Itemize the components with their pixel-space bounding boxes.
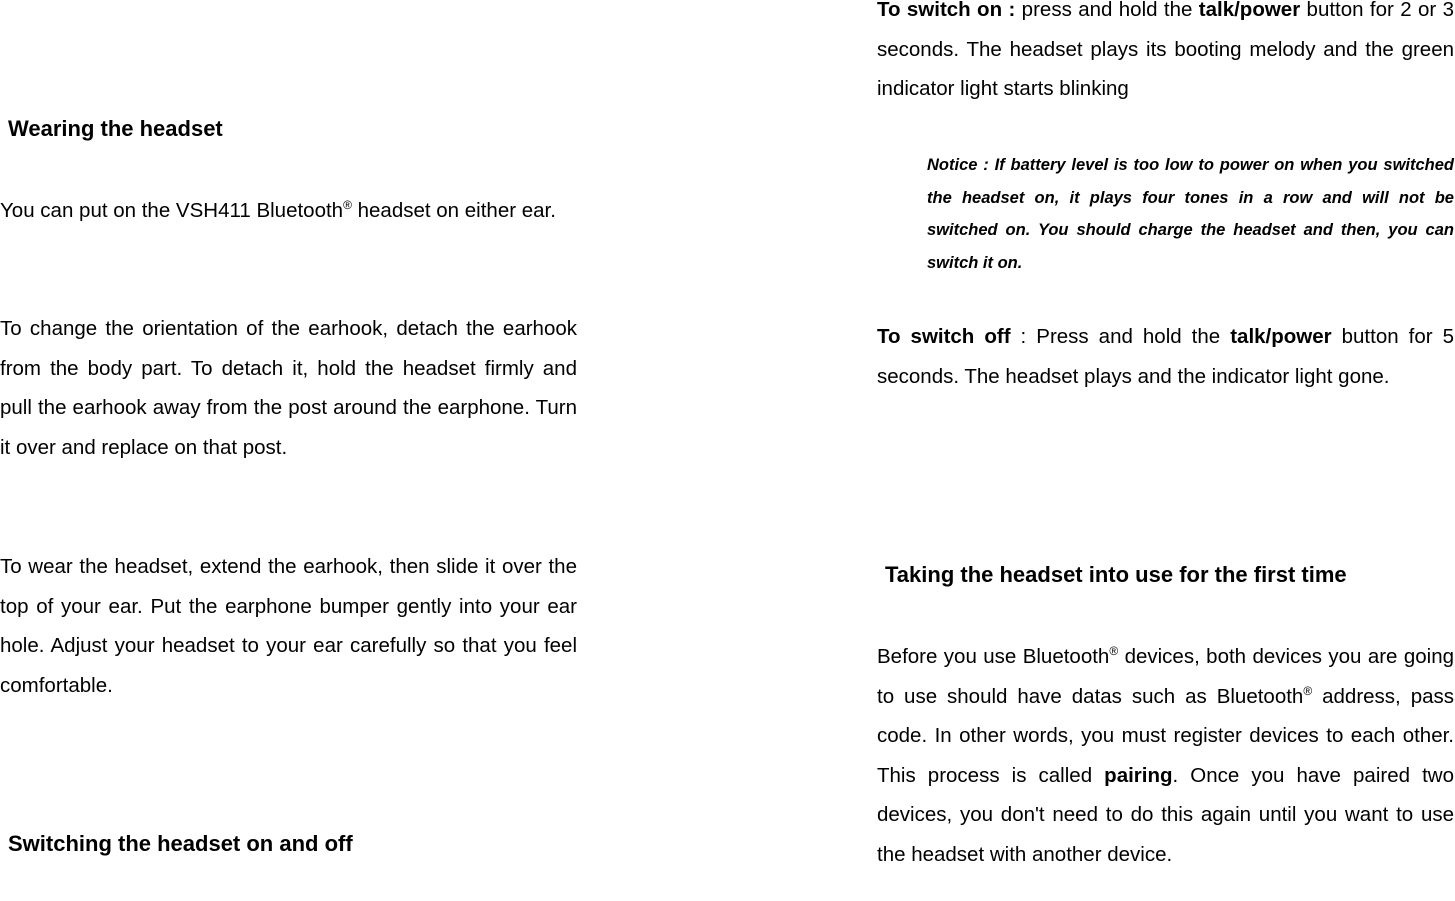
switch-off-text-b: button for 5 seconds. The headset plays and the indicator light gone. xyxy=(877,325,1454,388)
first-time-text-d: . Once you have paired two devices, you don't need to do this again until you want to use the headset with another device. xyxy=(877,763,1454,866)
registered-mark: ® xyxy=(1109,644,1119,658)
switch-on-button-name: talk/power xyxy=(1198,0,1301,21)
wearing-paragraph-2: To change the orientation of the earhook, detach the earhook from the body part. To detach it, hold the headset firmly and pull the earhook away from the post around the earphone. Turn it over and replace on that post. xyxy=(0,317,577,459)
wearing-p1-text-b: headset on either ear. xyxy=(351,199,556,222)
switch-off-button-name: talk/power xyxy=(1230,325,1332,348)
registered-mark: ® xyxy=(343,198,352,212)
pairing-term: pairing xyxy=(1104,763,1173,787)
first-time-text-a: Before you use Bluetooth xyxy=(877,645,1110,668)
first-time-text-b: devices, both devices you are going to use should have datas such as Bluetooth xyxy=(877,645,1455,708)
switch-on-paragraph xyxy=(877,0,1454,109)
switch-off-label: To switch off xyxy=(877,325,1011,348)
first-time-paragraph xyxy=(877,637,1454,874)
wearing-heading: Wearing the headset xyxy=(8,116,223,141)
battery-notice: Notice : If battery level is too low to power on when you switched the headset on, it plays four tones in a row and will not be switched on. You should charge the headset and then, you can switch it on. xyxy=(927,156,1454,272)
switch-on-text-a: press and hold the xyxy=(1015,0,1199,21)
wearing-p1-text-a: You can put on the VSH411 Bluetooth xyxy=(0,199,344,222)
first-time-heading: Taking the headset into use for the first time xyxy=(885,562,1347,587)
switch-on-text-b: button for 2 or 3 seconds. The headset plays its booting melody and the green indicator light starts blinking xyxy=(877,0,1454,100)
switch-off-paragraph xyxy=(877,317,1454,396)
wearing-paragraph-1 xyxy=(0,191,577,231)
switch-off-text-a: : Press and hold the xyxy=(1010,325,1231,348)
registered-mark: ® xyxy=(1303,683,1313,698)
first-time-text-c: address, pass code. In other words, you must register devices to each other. This process is called xyxy=(877,684,1455,787)
switch-on-label: To switch on : xyxy=(877,0,1016,21)
switching-heading: Switching the headset on and off xyxy=(8,831,353,856)
wearing-paragraph-3: To wear the headset, extend the earhook, then slide it over the top of your ear. Put the earphone bumper gently into your ear hole. Adjust your headset to your ear carefully so that you feel comfortable. xyxy=(0,555,577,697)
